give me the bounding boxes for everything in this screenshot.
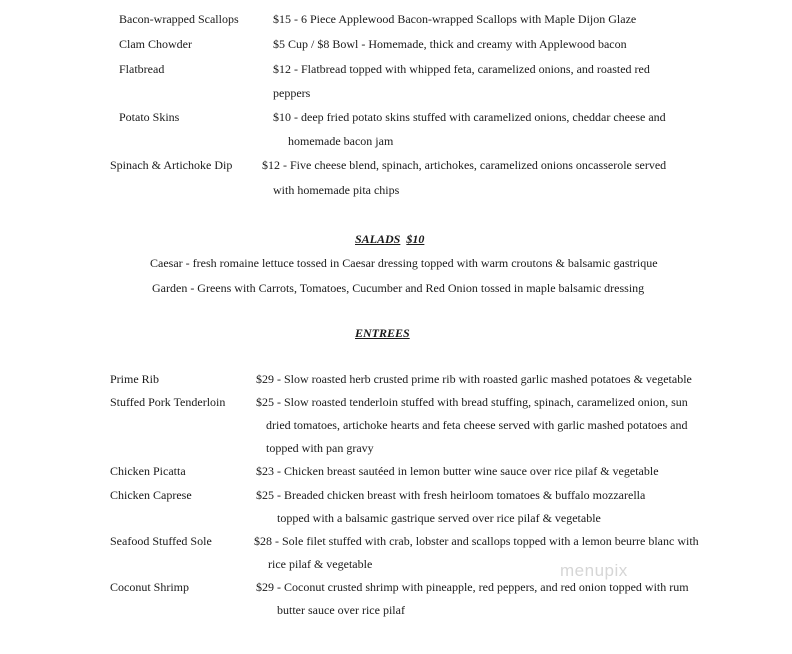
menu-item-description: $5 Cup / $8 Bowl - Homemade, thick and creamy with Applewood bacon (273, 37, 627, 51)
menu-item-description: $15 - 6 Piece Applewood Bacon-wrapped Scallops with Maple Dijon Glaze (273, 12, 637, 26)
menu-item-description: $29 - Coconut crusted shrimp with pineapple, red peppers, and red onion topped with rum (256, 580, 689, 594)
menu-item-description: $12 - Flatbread topped with whipped feta, caramelized onions, and roasted red (273, 62, 650, 76)
menu-item-description: $29 - Slow roasted herb crusted prime rib with roasted garlic mashed potatoes & vegetable (256, 372, 692, 386)
menu-item-name: Stuffed Pork Tenderloin (110, 395, 226, 409)
section-title: SALADS (355, 232, 401, 246)
menu-item-description: homemade bacon jam (288, 134, 394, 148)
salad-item: Caesar - fresh romaine lettuce tossed in Caesar dressing topped with warm croutons & balsamic gastrique (150, 256, 658, 270)
menu-item-name: Chicken Picatta (110, 464, 186, 478)
menu-item-name: Seafood Stuffed Sole (110, 534, 212, 548)
menu-item-description: $25 - Breaded chicken breast with fresh heirloom tomatoes & buffalo mozzarella (256, 488, 646, 502)
menu-item-description: $23 - Chicken breast sautéed in lemon butter wine sauce over rice pilaf & vegetable (256, 464, 659, 478)
menu-item-description: $12 - Five cheese blend, spinach, artichokes, caramelized onions oncasserole served (262, 158, 667, 172)
menu-item-name: Prime Rib (110, 372, 160, 386)
menu-item-description: $10 - deep fried potato skins stuffed with caramelized onions, cheddar cheese and (273, 110, 666, 124)
menu-item-description: $25 - Slow roasted tenderloin stuffed with bread stuffing, spinach, caramelized onion, sun (256, 395, 688, 409)
section-heading-entrees: ENTREES (355, 326, 410, 340)
menu-item-description: with homemade pita chips (273, 183, 400, 197)
menu-item-name: Coconut Shrimp (110, 580, 190, 594)
menu-item-description: $28 - Sole filet stuffed with crab, lobster and scallops topped with a lemon beurre blanc with (254, 534, 699, 548)
menu-item-name: Clam Chowder (119, 37, 192, 51)
watermark: menupix (560, 561, 628, 580)
menu-item-name: Potato Skins (119, 110, 180, 124)
section-heading-salads (355, 232, 424, 246)
menu-item-name: Spinach & Artichoke Dip (110, 158, 233, 172)
salad-item: Garden - Greens with Carrots, Tomatoes, Cucumber and Red Onion tossed in maple balsamic dressing (152, 281, 645, 295)
menu-item-description: topped with pan gravy (266, 441, 374, 455)
menu-item-name: Flatbread (119, 62, 165, 76)
menu-item-description: rice pilaf & vegetable (268, 557, 373, 571)
menu-item-description: peppers (273, 86, 311, 100)
menu-item-description: dried tomatoes, artichoke hearts and feta cheese served with garlic mashed potatoes and (266, 418, 688, 432)
menu-item-description: butter sauce over rice pilaf (277, 603, 405, 617)
section-price: $10 (406, 232, 425, 246)
menu-item-name: Chicken Caprese (110, 488, 192, 502)
menu-item-name: Bacon-wrapped Scallops (119, 12, 239, 26)
menu-item-description: topped with a balsamic gastrique served over rice pilaf & vegetable (277, 511, 601, 525)
